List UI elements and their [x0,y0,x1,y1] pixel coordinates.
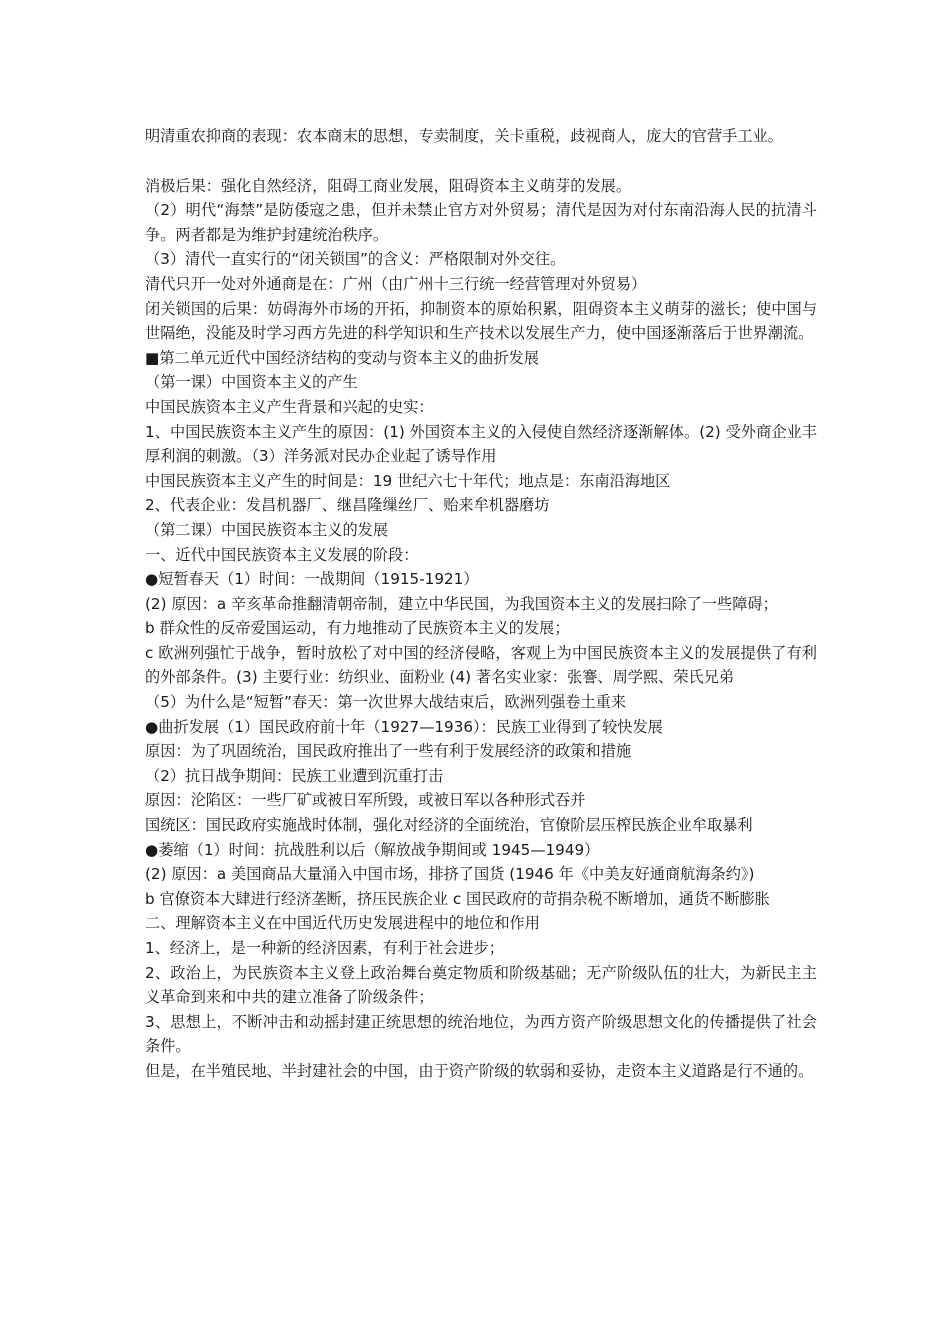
paragraph: (2) 原因：a 辛亥革命推翻清朝帝制，建立中华民国，为我国资本主义的发展扫除了一些障碍； [145,594,778,613]
paragraph: （5）为什么是“短暂”春天：第一次世界大战结束后，欧洲列强卷土重来 [145,693,627,712]
paragraph-gap [145,149,817,174]
paragraph: 一、近代中国民族资本主义发展的阶段： [145,545,419,564]
paragraph: c 欧洲列强忙于战争，暂时放松了对中国的经济侵略，客观上为中国民族资本主义的发展提供了有利的外部条件。(3) 主要行业：纺织业、面粉业 (4) 著名实业家：张謇、周学熙、荣氏兄弟 [145,643,817,687]
paragraph: 国统区：国民政府实施战时体制，强化对经济的全面统治，官僚阶层压榨民族企业牟取暴利 [145,816,753,835]
paragraph: ●萎缩（1）时间：抗战胜利以后（解放战争期间或 1945—1949） [145,840,600,859]
paragraph: 闭关锁国的后果：妨碍海外市场的开拓，抑制资本的原始积累，阻碍资本主义萌芽的滋长；使中国与世隔绝，没能及时学习西方先进的科学知识和生产技术以发展生产力，使中国逐渐落后于世界潮流。 [145,299,817,343]
section-heading: ■第二单元近代中国经济结构的变动与资本主义的曲折发展 [145,348,540,367]
paragraph: 3、思想上，不断冲击和动摇封建正统思想的统治地位，为西方资产阶级思想文化的传播提供了社会条件。 [145,1012,817,1056]
paragraph: 清代只开一处对外通商是在：广州（由广州十三行统一经营管理对外贸易） [145,274,647,293]
paragraph: 2、代表企业：发昌机器厂、继昌隆缫丝厂、贻来牟机器磨坊 [145,496,550,515]
paragraph: 原因：为了巩固统治，国民政府推出了一些有利于发展经济的政策和措施 [145,742,631,761]
paragraph: 但是，在半殖民地、半封建社会的中国，由于资产阶级的软弱和妥协，走资本主义道路是行不通的。 [145,1061,814,1080]
paragraph: 中国民族资本主义产生背景和兴起的史实： [145,397,434,416]
paragraph: 二、理解资本主义在中国近代历史发展进程中的地位和作用 [145,914,540,933]
lesson-heading: （第一课）中国资本主义的产生 [145,373,358,392]
paragraph: （2）明代“海禁”是防倭寇之患，但并未禁止官方对外贸易；清代是因为对付东南沿海人民的抗清斗争。两者都是为维护封建统治秩序。 [145,201,817,244]
paragraph: 消极后果：强化自然经济，阻碍工商业发展，阻碍资本主义萌芽的发展。 [145,176,631,195]
paragraph: b 官僚资本大肆进行经济垄断，挤压民族企业 c 国民政府的苛捐杂税不断增加，通货不断膨胀 [145,889,770,908]
paragraph: (2) 原因：a 美国商品大量涌入中国市场，排挤了国货 (1946 年《中美友好通商航海条约》) [145,865,755,884]
paragraph: 1、中国民族资本主义产生的原因：(1) 外国资本主义的入侵使自然经济逐渐解体。(2) 受外商企业丰厚利润的刺激。（3）洋务派对民办企业起了诱导作用 [145,422,817,466]
paragraph: 1、经济上，是一种新的经济因素，有利于社会进步； [145,939,504,957]
lesson-heading: （第二课）中国民族资本主义的发展 [145,520,388,539]
paragraph: （3）清代一直实行的“闭关锁国”的含义：严格限制对外交往。 [145,250,566,269]
paragraph: （2）抗日战争期间：民族工业遭到沉重打击 [145,766,444,785]
paragraph: 原因：沦陷区：一些厂矿或被日军所毁，或被日军以各种形式吞并 [145,791,586,810]
document-body [145,124,817,1084]
paragraph: b 群众性的反帝爱国运动，有力地推动了民族资本主义的发展； [145,619,570,638]
paragraph: 中国民族资本主义产生的时间是：19 世纪六七十年代；地点是：东南沿海地区 [145,471,671,490]
paragraph: ●短暂春天（1）时间：一战期间（1915-1921） [145,570,479,589]
paragraph: ●曲折发展（1）国民政府前十年（1927—1936）：民族工业得到了较快发展 [145,717,663,736]
paragraph: 2、政治上，为民族资本主义登上政治舞台奠定物质和阶级基础；无产阶级队伍的壮大，为新民主主义革命到来和中共的建立准备了阶级条件； [145,963,817,1007]
paragraph: 明清重农抑商的表现：农本商末的思想，专卖制度，关卡重税，歧视商人，庞大的官营手工业。 [145,127,783,145]
